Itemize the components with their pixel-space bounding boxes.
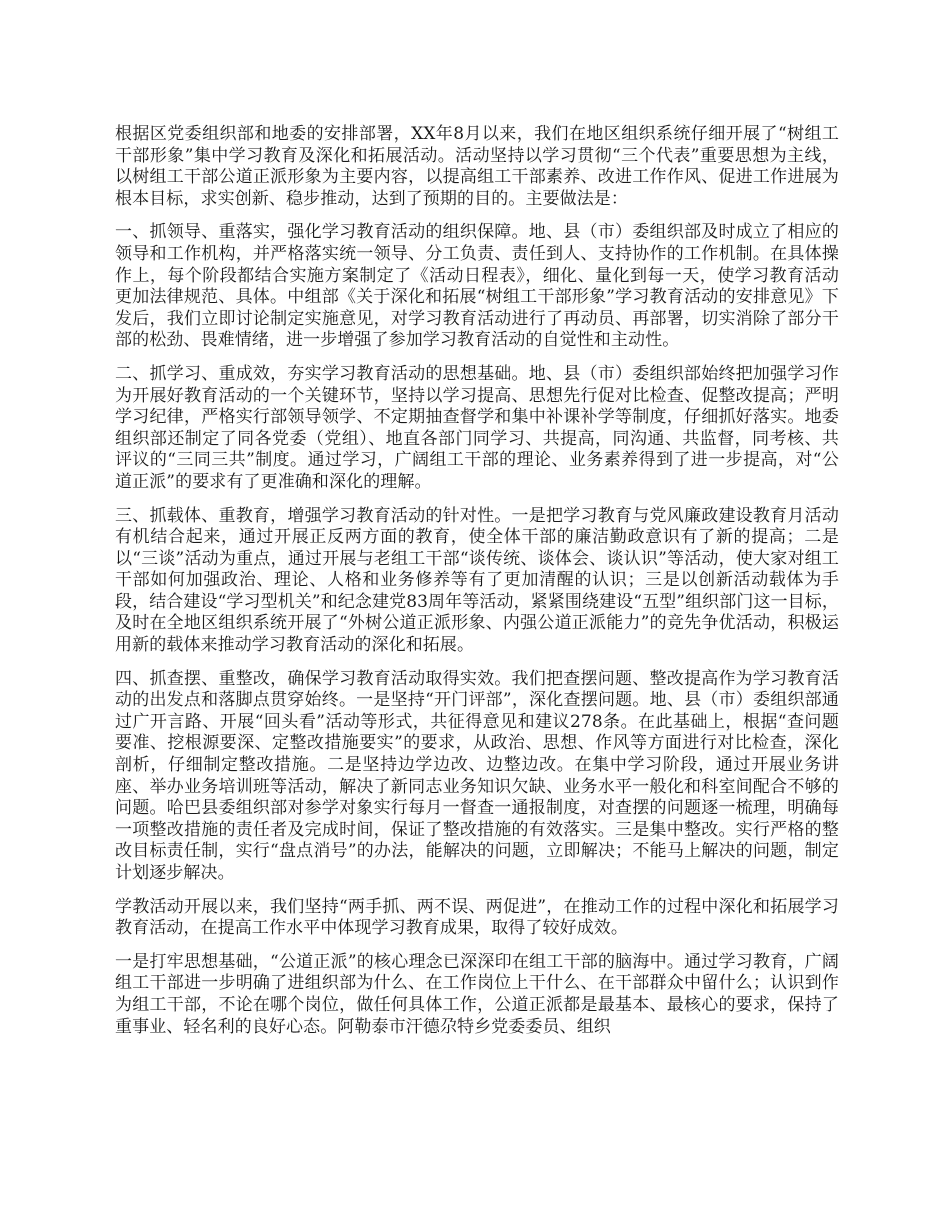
paragraph-intro: 根据区党委组织部和地委的安排部署，XX年8月以来，我们在地区组织系统仔细开展了“树组工干部形象”集中学习教育及深化和拓展活动。活动坚持以学习贯彻“三个代表”重要思想为主线，以树组工干部公道正派形象为主要内容，以提高组工干部素养、改进工作作风、促进工作进展为根本目标，求实创新、稳步推动，达到了预期的目的。主要做法是： bbox=[115, 124, 839, 209]
document-body bbox=[115, 124, 839, 1050]
paragraph-section-2: 二、抓学习、重成效，夯实学习教育活动的思想基础。地、县（市）委组织部始终把加强学习作为开展好教育活动的一个关键环节，坚持以学习提高、思想先行促对比检查、促整改提高；严明学习纪律，严格实行部领导领学、不定期抽查督学和集中补课补学等制度，仔细抓好落实。地委组织部还制定了同各党委（党组）、地直各部门同学习、共提高，同沟通、共监督，同考核、共评议的“三同三共”制度。通过学习，广阔组工干部的理论、业务素养得到了进一步提高，对“公道正派”的要求有了更准确和深化的理解。 bbox=[115, 363, 839, 492]
paragraph-result-1: 一是打牢思想基础，“公道正派”的核心理念已深深印在组工干部的脑海中。通过学习教育，广阔组工干部进一步明确了进组织部为什么、在工作岗位上干什么、在干部群众中留什么；认识到作为组工干部，不论在哪个岗位，做任何具体工作，公道正派都是最基本、最核心的要求，保持了重事业、轻名利的良好心态。阿勒泰市汗德尕特乡党委委员、组织 bbox=[115, 951, 839, 1037]
paragraph-section-1: 一、抓领导、重落实，强化学习教育活动的组织保障。地、县（市）委组织部及时成立了相应的领导和工作机构，并严格落实统一领导、分工负责、责任到人、支持协作的工作机制。在具体操作上，每个阶段都结合实施方案制定了《活动日程表》，细化、量化到每一天，使学习教育活动更加法律规范、具体。中组部《关于深化和拓展“树组工干部形象”学习教育活动的安排意见》下发后，我们立即讨论制定实施意见，对学习教育活动进行了再动员、再部署，切实消除了部分干部的松劲、畏难情绪，进一步增强了参加学习教育活动的自觉性和主动性。 bbox=[115, 222, 839, 351]
paragraph-results-summary: 学教活动开展以来，我们坚持“两手抓、两不误、两促进”，在推动工作的过程中深化和拓展学习教育活动，在提高工作水平中体现学习教育成果，取得了较好成效。 bbox=[115, 896, 839, 939]
paragraph-section-4: 四、抓查摆、重整改，确保学习教育活动取得实效。我们把查摆问题、整改提高作为学习教育活动的出发点和落脚点贯穿始终。一是坚持“开门评部”，深化查摆问题。地、县（市）委组织部通过广开言路、开展“回头看”活动等形式，共征得意见和建议278条。在此基础上，根据“查问题要准、挖根源要深、定整改措施要实”的要求，从政治、思想、作风等方面进行对比检查，深化剖析，仔细制定整改措施。二是坚持边学边改、边整边改。在集中学习阶段，通过开展业务讲座、举办业务培训班等活动，解决了新同志业务知识欠缺、业务水平一般化和科室间配合不够的问题。哈巴县委组织部对参学对象实行每月一督查一通报制度，对查摆的问题逐一梳理，明确每一项整改措施的责任者及完成时间，保证了整改措施的有效落实。三是集中整改。实行严格的整改目标责任制，实行“盘点消号”的办法，能解决的问题，立即解决；不能马上解决的问题，制定计划逐步解决。 bbox=[115, 668, 839, 883]
paragraph-section-3: 三、抓载体、重教育，增强学习教育活动的针对性。一是把学习教育与党风廉政建设教育月活动有机结合起来，通过开展正反两方面的教育，使全体干部的廉洁勤政意识有了新的提高；二是以“三谈”活动为重点，通过开展与老组工干部“谈传统、谈体会、谈认识”等活动，使大家对组工干部如何加强政治、理论、人格和业务修养等有了更加清醒的认识；三是以创新活动载体为手段，结合建设“学习型机关”和纪念建党83周年等活动，紧紧围绕建设“五型”组织部门这一目标，及时在全地区组织系统开展了“外树公道正派形象、内强公道正派能力”的竞先争优活动，积极运用新的载体来推动学习教育活动的深化和拓展。 bbox=[115, 505, 839, 656]
